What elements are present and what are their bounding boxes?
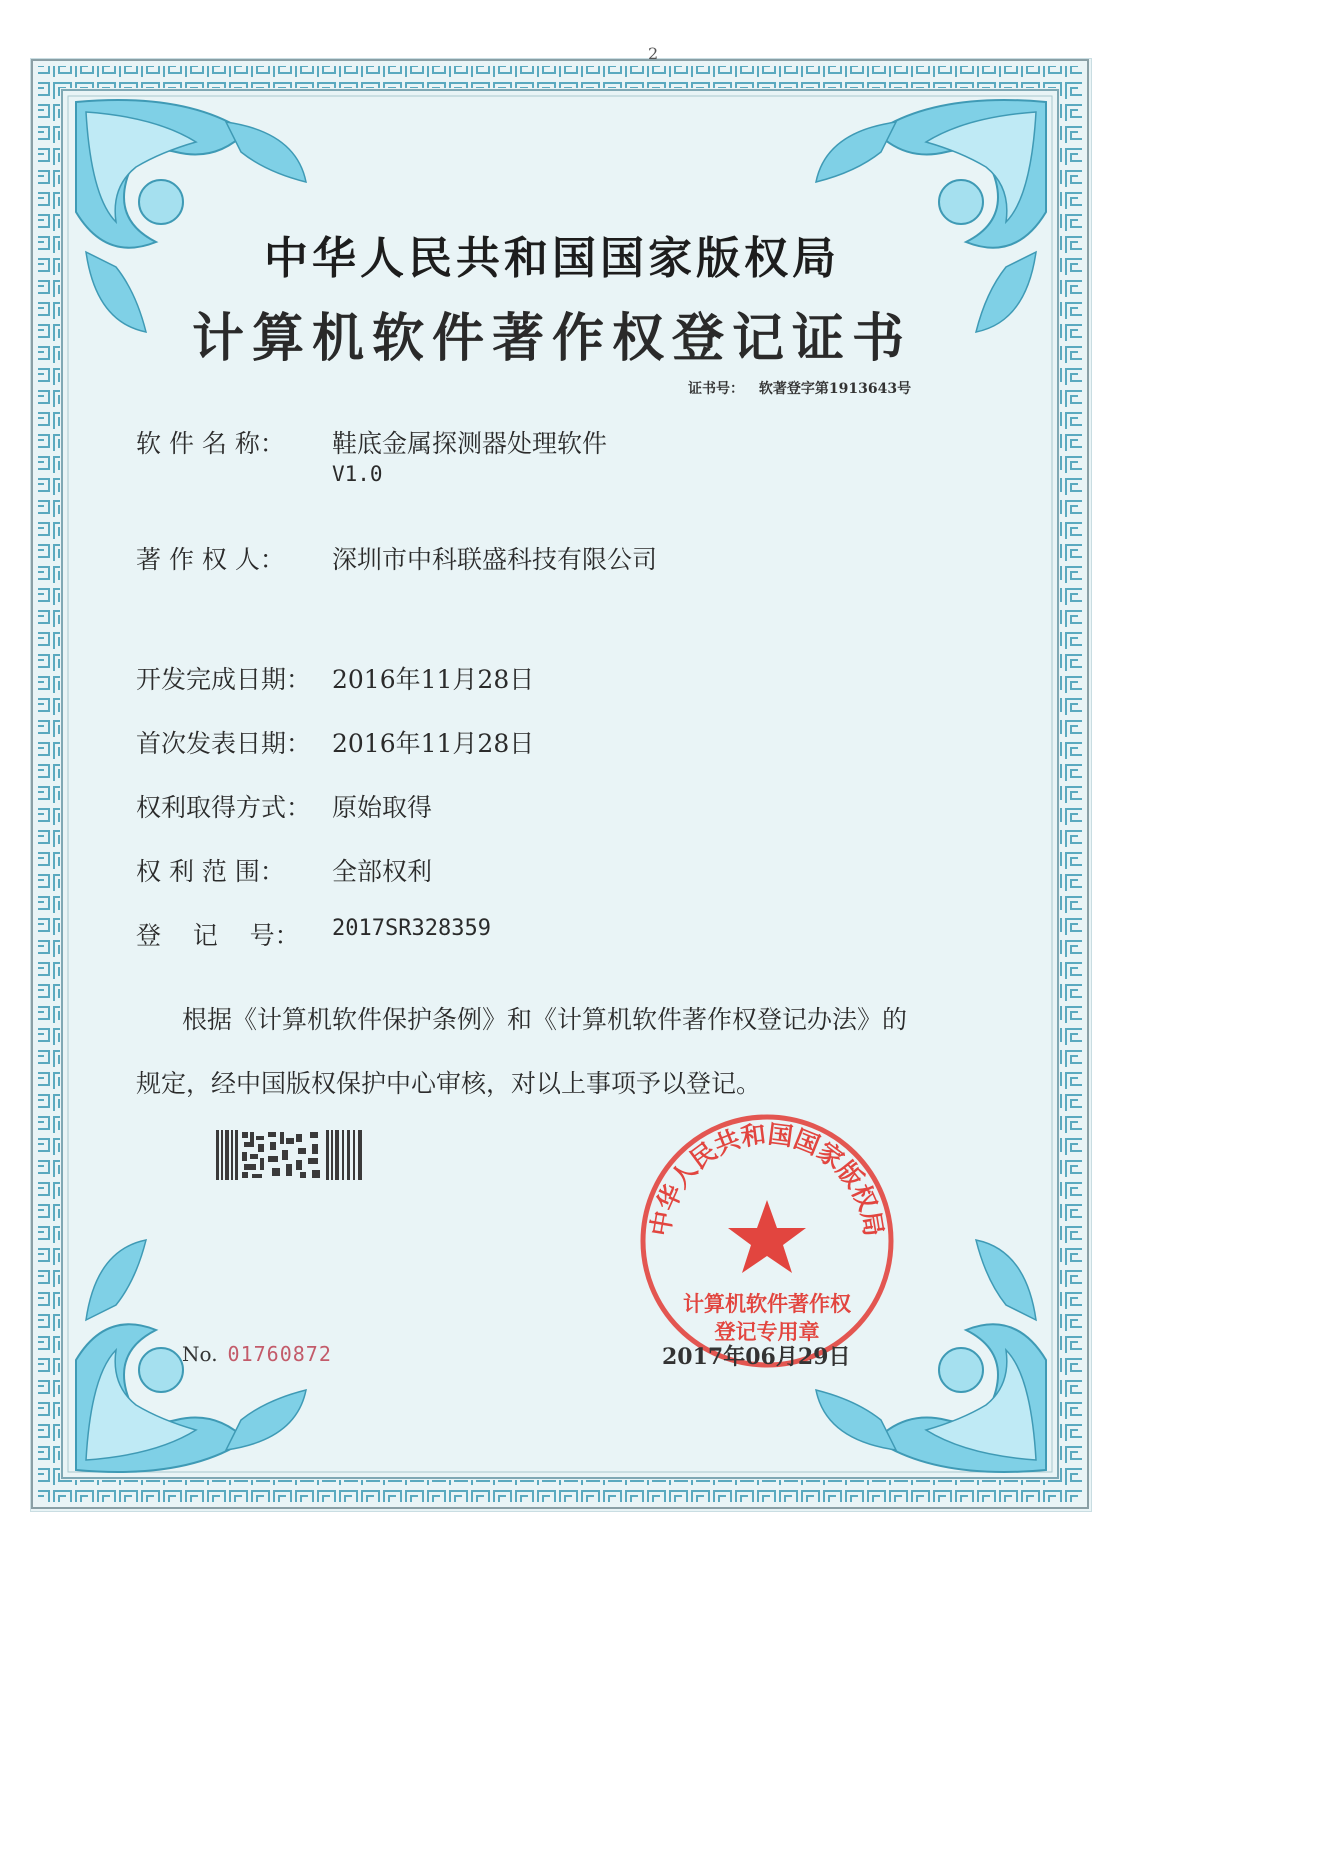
acquisition-method-label: 权利取得方式：	[136, 793, 312, 822]
copyright-owner-value: 深圳市中科联盛科技有限公司	[332, 545, 658, 574]
issuing-authority: 中华人民共和国国家版权局	[264, 233, 840, 284]
seal-inner-line-1: 计算机软件著作权	[683, 1292, 851, 1316]
certificate-number	[688, 378, 921, 398]
scope-value: 全部权利	[332, 857, 433, 886]
software-version: V1.0	[332, 462, 383, 486]
issue-date: 2017年06月29日	[662, 1344, 851, 1370]
first-publication-date-label: 首次发表日期：	[136, 729, 312, 758]
legal-basis-line-1: 根据《计算机软件保护条例》和《计算机软件著作权登记办法》的	[182, 1005, 908, 1034]
field-scope	[136, 852, 432, 888]
software-name-value: 鞋底金属探测器处理软件	[332, 429, 608, 458]
official-seal	[638, 1112, 896, 1370]
completion-date-value: 2016年11月28日	[332, 665, 535, 694]
field-completion-date	[136, 660, 534, 696]
certificate-number-value: 软著登字第1913643号	[758, 381, 912, 397]
registration-no-label: 登 记 号：	[136, 921, 300, 950]
serial-prefix: No.	[182, 1342, 218, 1366]
legal-basis-line-2: 规定，经中国版权保护中心审核，对以上事项予以登记。	[136, 1069, 762, 1098]
barcode	[214, 1128, 366, 1182]
registration-no-value: 2017SR328359	[332, 916, 491, 941]
field-first-publication-date	[136, 724, 534, 760]
software-name-label: 软 件 名 称：	[136, 429, 285, 458]
certificate-title: 计算机软件著作权登记证书	[191, 308, 912, 369]
serial-number-value: 01760872	[227, 1342, 332, 1366]
scope-label: 权 利 范 围：	[136, 857, 285, 886]
handwritten-mark: 2	[648, 44, 659, 63]
serial-number	[182, 1342, 332, 1366]
seal-star-icon	[728, 1200, 806, 1273]
field-acquisition-method	[136, 788, 432, 824]
seal-outer-text: 中华人民共和国国家版权局	[645, 1119, 889, 1239]
field-registration-no	[136, 916, 491, 952]
copyright-owner-label: 著 作 权 人：	[136, 545, 285, 574]
acquisition-method-value: 原始取得	[332, 793, 433, 822]
seal-inner-line-2: 登记专用章	[714, 1320, 820, 1344]
field-copyright-owner	[136, 540, 657, 576]
first-publication-date-value: 2016年11月28日	[332, 729, 535, 758]
certificate-number-label: 证书号：	[688, 381, 744, 397]
field-software-name	[136, 424, 607, 486]
completion-date-label: 开发完成日期：	[136, 665, 312, 694]
